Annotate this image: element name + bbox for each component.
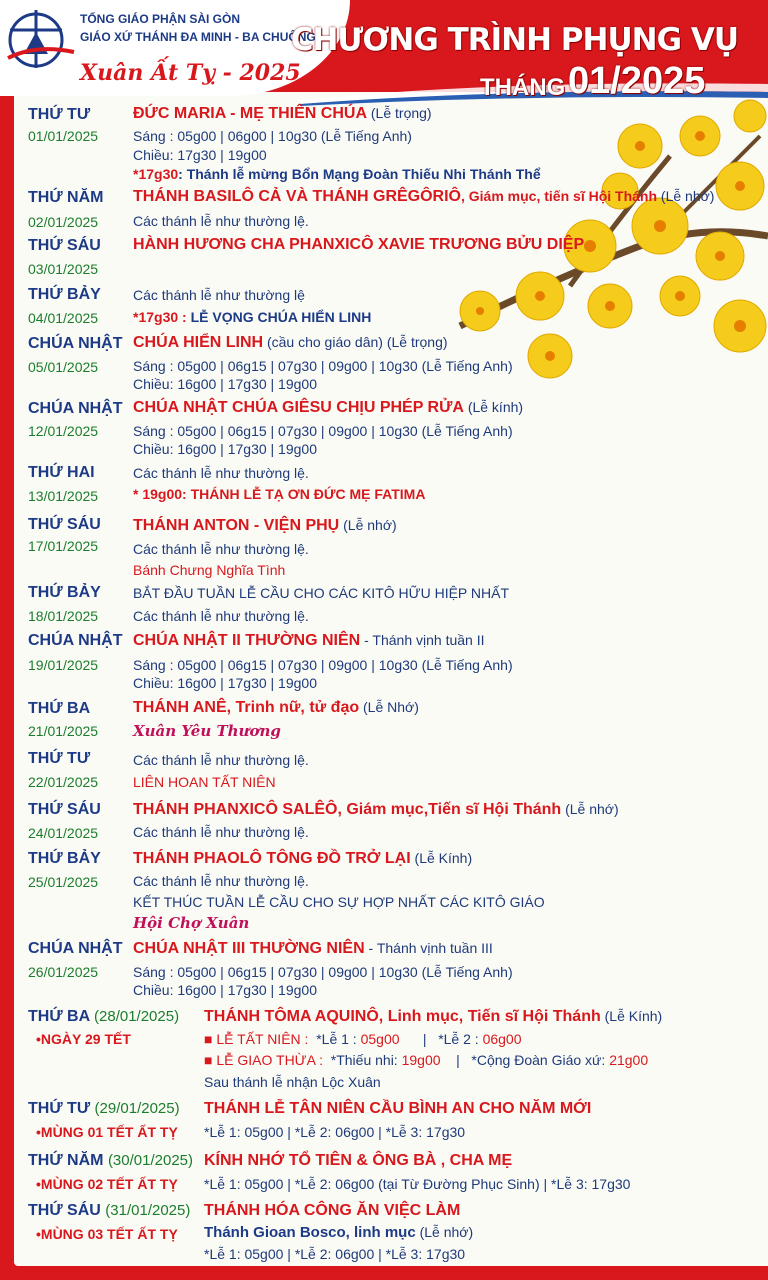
day-name: THỨ TƯ [28, 106, 91, 123]
day-date: 26/01/2025 [28, 964, 99, 980]
day-name: THỨ TƯ [28, 750, 91, 767]
year-line: Xuân Ất Tỵ - 2025 [80, 60, 301, 86]
feast-title: CHÚA NHẬT II THƯỜNG NIÊN [133, 632, 361, 649]
note-text: Các thánh lễ như thường lệ. [133, 608, 309, 624]
mass-times: *Lễ 1: 05g00 | *Lễ 2: 06g00 | *Lễ 3: 17g30 [204, 1246, 466, 1262]
feast-title: THÁNH ANTON - VIỆN PHỤ [133, 517, 340, 534]
feast-title: THÁNH BASILÔ CẢ VÀ THÁNH GRÊGÔRIÔ [133, 188, 461, 205]
feast-title: ĐỨC MARIA - MẸ THIÊN CHÚA [133, 105, 367, 122]
tet-day-label: •MÙNG 03 TẾT ẤT TỴ [36, 1226, 178, 1242]
day-name: THỨ BẢY [28, 584, 101, 601]
feast-title: THÁNH PHAOLÔ TÔNG ĐỒ TRỞ LẠI [133, 850, 411, 867]
day-name: THỨ SÁU [28, 801, 101, 818]
note-text: Các thánh lễ như thường lệ. [133, 824, 309, 840]
feast-rank: (Lễ nhớ) [565, 801, 619, 817]
day-date: 12/01/2025 [28, 423, 99, 439]
day-date: 21/01/2025 [28, 723, 99, 739]
day-date: 03/01/2025 [28, 261, 99, 277]
note-time: * 19g00: [133, 486, 187, 502]
service-label: LỄ TẤT NIÊN : [216, 1031, 309, 1047]
mass-times: *Lễ 1: 05g00 | *Lễ 2: 06g00 (tại Từ Đường Phục Sinh) | *Lễ 3: 17g30 [204, 1176, 631, 1192]
day-date: 24/01/2025 [28, 825, 99, 841]
feast-rank: (Lễ nhớ) [660, 188, 715, 204]
feast-rank: (Lễ Kính) [414, 850, 473, 866]
day-name: THỨ BẢY [28, 286, 101, 303]
day-name: CHÚA NHẬT [28, 940, 123, 957]
feast-title: THÁNH ANÊ, Trinh nữ, tử đạo [133, 699, 360, 716]
feast-rank: (Lễ kính) [467, 399, 524, 415]
parish-bell-logo-icon [6, 8, 76, 70]
day-name: THỨ SÁU [28, 516, 101, 533]
day-name: THỨ BA [28, 700, 91, 717]
mass-times: Sáng : 05g00 | 06g00 | 10g30 (Lễ Tiếng Anh) [133, 128, 412, 144]
feast-title: CHÚA NHẬT III THƯỜNG NIÊN [133, 940, 365, 957]
mass-time: 06g00 [482, 1031, 522, 1047]
note-text: Các thánh lễ như thường lệ. [133, 465, 309, 481]
day-name: CHÚA NHẬT [28, 632, 123, 649]
mass-times: Sáng : 05g00 | 06g15 | 07g30 | 09g00 | 10g30 (Lễ Tiếng Anh) [133, 657, 513, 673]
note-time: *17g30 : [133, 309, 187, 325]
mass-times: Sáng : 05g00 | 06g15 | 07g30 | 09g00 | 10g30 (Lễ Tiếng Anh) [133, 423, 513, 439]
note-text: Các thánh lễ như thường lệ. [133, 213, 309, 229]
day-date: (30/01/2025) [107, 1152, 194, 1169]
day-date: 25/01/2025 [28, 874, 99, 890]
tet-day-label: •NGÀY 29 TẾT [36, 1031, 131, 1047]
page-title: CHƯƠNG TRÌNH PHỤNG VỤ [290, 22, 738, 58]
note-text: Các thánh lễ như thường lệ [133, 287, 305, 303]
mass-times: Chiều: 16g00 | 17g30 | 19g00 [133, 441, 317, 457]
feast-title: THÁNH LỄ TÂN NIÊN CẦU BÌNH AN CHO NĂM MỚI [204, 1100, 592, 1117]
feast-title: KÍNH NHỚ TỔ TIÊN & ÔNG BÀ , CHA MẸ [204, 1152, 513, 1169]
feast-title: THÁNH TÔMA AQUINÔ, Linh mục, Tiến sĩ Hội Thánh [204, 1008, 601, 1025]
day-name: THỨ NĂM [28, 189, 104, 206]
note-text: THÁNH LỄ TẠ ƠN ĐỨC MẸ FATIMA [190, 486, 426, 502]
day-name: THỨ HAI [28, 464, 95, 481]
note-text: Sau thánh lễ nhận Lộc Xuân [204, 1074, 381, 1090]
feast-title: CHÚA NHẬT CHÚA GIÊSU CHỊU PHÉP RỬA [133, 399, 464, 416]
tet-day-label: •MÙNG 01 TẾT ẤT TỴ [36, 1124, 178, 1140]
note-text: Các thánh lễ như thường lệ. [133, 541, 309, 557]
feast-rank: (cầu cho giáo dân) (Lễ trọng) [266, 334, 448, 350]
feast-rank: (Lễ nhớ) [419, 1224, 474, 1240]
day-name: THỨ SÁU [28, 1202, 101, 1219]
mass-label: *Lễ 2 : [438, 1031, 479, 1047]
bullet-square-icon: ■ [204, 1031, 213, 1047]
mass-times: Chiều: 16g00 | 17g30 | 19g00 [133, 376, 317, 392]
day-date: 02/01/2025 [28, 214, 99, 230]
event-script: Xuân Yêu Thương [133, 722, 281, 740]
event-text: KẾT THÚC TUẦN LỄ CẦU CHO SỰ HỢP NHẤT CÁC KITÔ GIÁO [133, 894, 545, 910]
tet-day-label: •MÙNG 02 TẾT ẤT TỴ [36, 1176, 178, 1192]
feast-rank: - Thánh vịnh tuần II [364, 632, 485, 648]
feast-title: THÁNH HÓA CÔNG ĂN VIỆC LÀM [204, 1202, 461, 1219]
mass-time: 05g00 [360, 1031, 400, 1047]
parish-name: GIÁO XỨ THÁNH ĐA MINH - BA CHUÔNG [80, 30, 316, 44]
feast-rank: - Thánh vịnh tuần III [368, 940, 493, 956]
day-name: THỨ BA [28, 1008, 90, 1025]
day-name: THỨ TƯ [28, 1100, 91, 1117]
mass-times: Chiều: 17g30 | 19g00 [133, 147, 267, 163]
feast-title: THÁNH PHANXICÔ SALÊÔ, Giám mục,Tiến sĩ Hội Thánh [133, 801, 562, 818]
day-date: 04/01/2025 [28, 310, 99, 326]
day-date: (29/01/2025) [94, 1100, 180, 1117]
mass-time: 21g00 [609, 1052, 649, 1068]
feast-title: CHÚA HIỂN LINH [133, 334, 264, 351]
mass-label: *Lễ 1 : [316, 1031, 357, 1047]
note-text: : Thánh lễ mừng Bổn Mạng Đoàn Thiếu Nhi Thánh Thể [178, 166, 541, 182]
month-label: THÁNG [480, 74, 566, 101]
event-script: Hội Chợ Xuân [133, 914, 250, 932]
event-text: LIÊN HOAN TẤT NIÊN [133, 774, 276, 790]
day-name: THỨ NĂM [28, 1152, 104, 1169]
mass-times: Sáng : 05g00 | 06g15 | 07g30 | 09g00 | 10g30 (Lễ Tiếng Anh) [133, 964, 513, 980]
mass-time: 19g00 [401, 1052, 441, 1068]
feast-title: HÀNH HƯƠNG CHA PHANXICÔ XAVIE TRƯƠNG BỬU DIỆP [133, 236, 585, 253]
feast-rank: (Lễ Nhớ) [363, 699, 419, 715]
day-date: (31/01/2025) [105, 1202, 191, 1219]
feast-rank: (Lễ Kính) [604, 1008, 663, 1024]
event-text: BẮT ĐẦU TUẦN LỄ CẦU CHO CÁC KITÔ HỮU HIỆP NHẤT [133, 585, 510, 601]
day-date: 01/01/2025 [28, 128, 99, 144]
feast-rank: (Lễ trọng) [370, 105, 432, 121]
day-name: CHÚA NHẬT [28, 400, 123, 417]
note-time: *17g30 [133, 166, 179, 182]
saint-name: Thánh Gioan Bosco, linh mục [204, 1224, 416, 1241]
archdiocese-name: TỔNG GIÁO PHẬN SÀI GÒN [80, 12, 241, 26]
note-text: Các thánh lễ như thường lệ. [133, 752, 309, 768]
day-name: CHÚA NHẬT [28, 335, 123, 352]
bullet-square-icon: ■ [204, 1052, 213, 1068]
event-text: Bánh Chưng Nghĩa Tình [133, 562, 286, 578]
day-date: (28/01/2025) [94, 1008, 180, 1025]
feast-rank: (Lễ nhớ) [343, 517, 397, 533]
month-number: 01/2025 [568, 60, 706, 102]
day-name: THỨ BẢY [28, 850, 101, 867]
day-date: 13/01/2025 [28, 488, 99, 504]
day-name: THỨ SÁU [28, 237, 101, 254]
mass-times: *Lễ 1: 05g00 | *Lễ 2: 06g00 | *Lễ 3: 17g30 [204, 1124, 466, 1140]
service-label: LỄ GIAO THỪA : [216, 1052, 323, 1068]
day-date: 19/01/2025 [28, 657, 99, 673]
note-text: Các thánh lễ như thường lệ. [133, 873, 309, 889]
note-text: LỄ VỌNG CHÚA HIỂN LINH [190, 309, 372, 325]
day-date: 17/01/2025 [28, 538, 99, 554]
mass-times: Chiều: 16g00 | 17g30 | 19g00 [133, 675, 317, 691]
day-date: 18/01/2025 [28, 608, 99, 624]
mass-label: *Thiếu nhi: [330, 1052, 398, 1068]
mass-times: Sáng : 05g00 | 06g15 | 07g30 | 09g00 | 10g30 (Lễ Tiếng Anh) [133, 358, 513, 374]
feast-extra: , Giám mục, tiến sĩ Hội Thánh [461, 188, 658, 204]
day-date: 05/01/2025 [28, 359, 99, 375]
mass-label: *Cộng Đoàn Giáo xứ: [471, 1052, 606, 1068]
mass-times: Chiều: 16g00 | 17g30 | 19g00 [133, 982, 317, 998]
day-date: 22/01/2025 [28, 774, 99, 790]
